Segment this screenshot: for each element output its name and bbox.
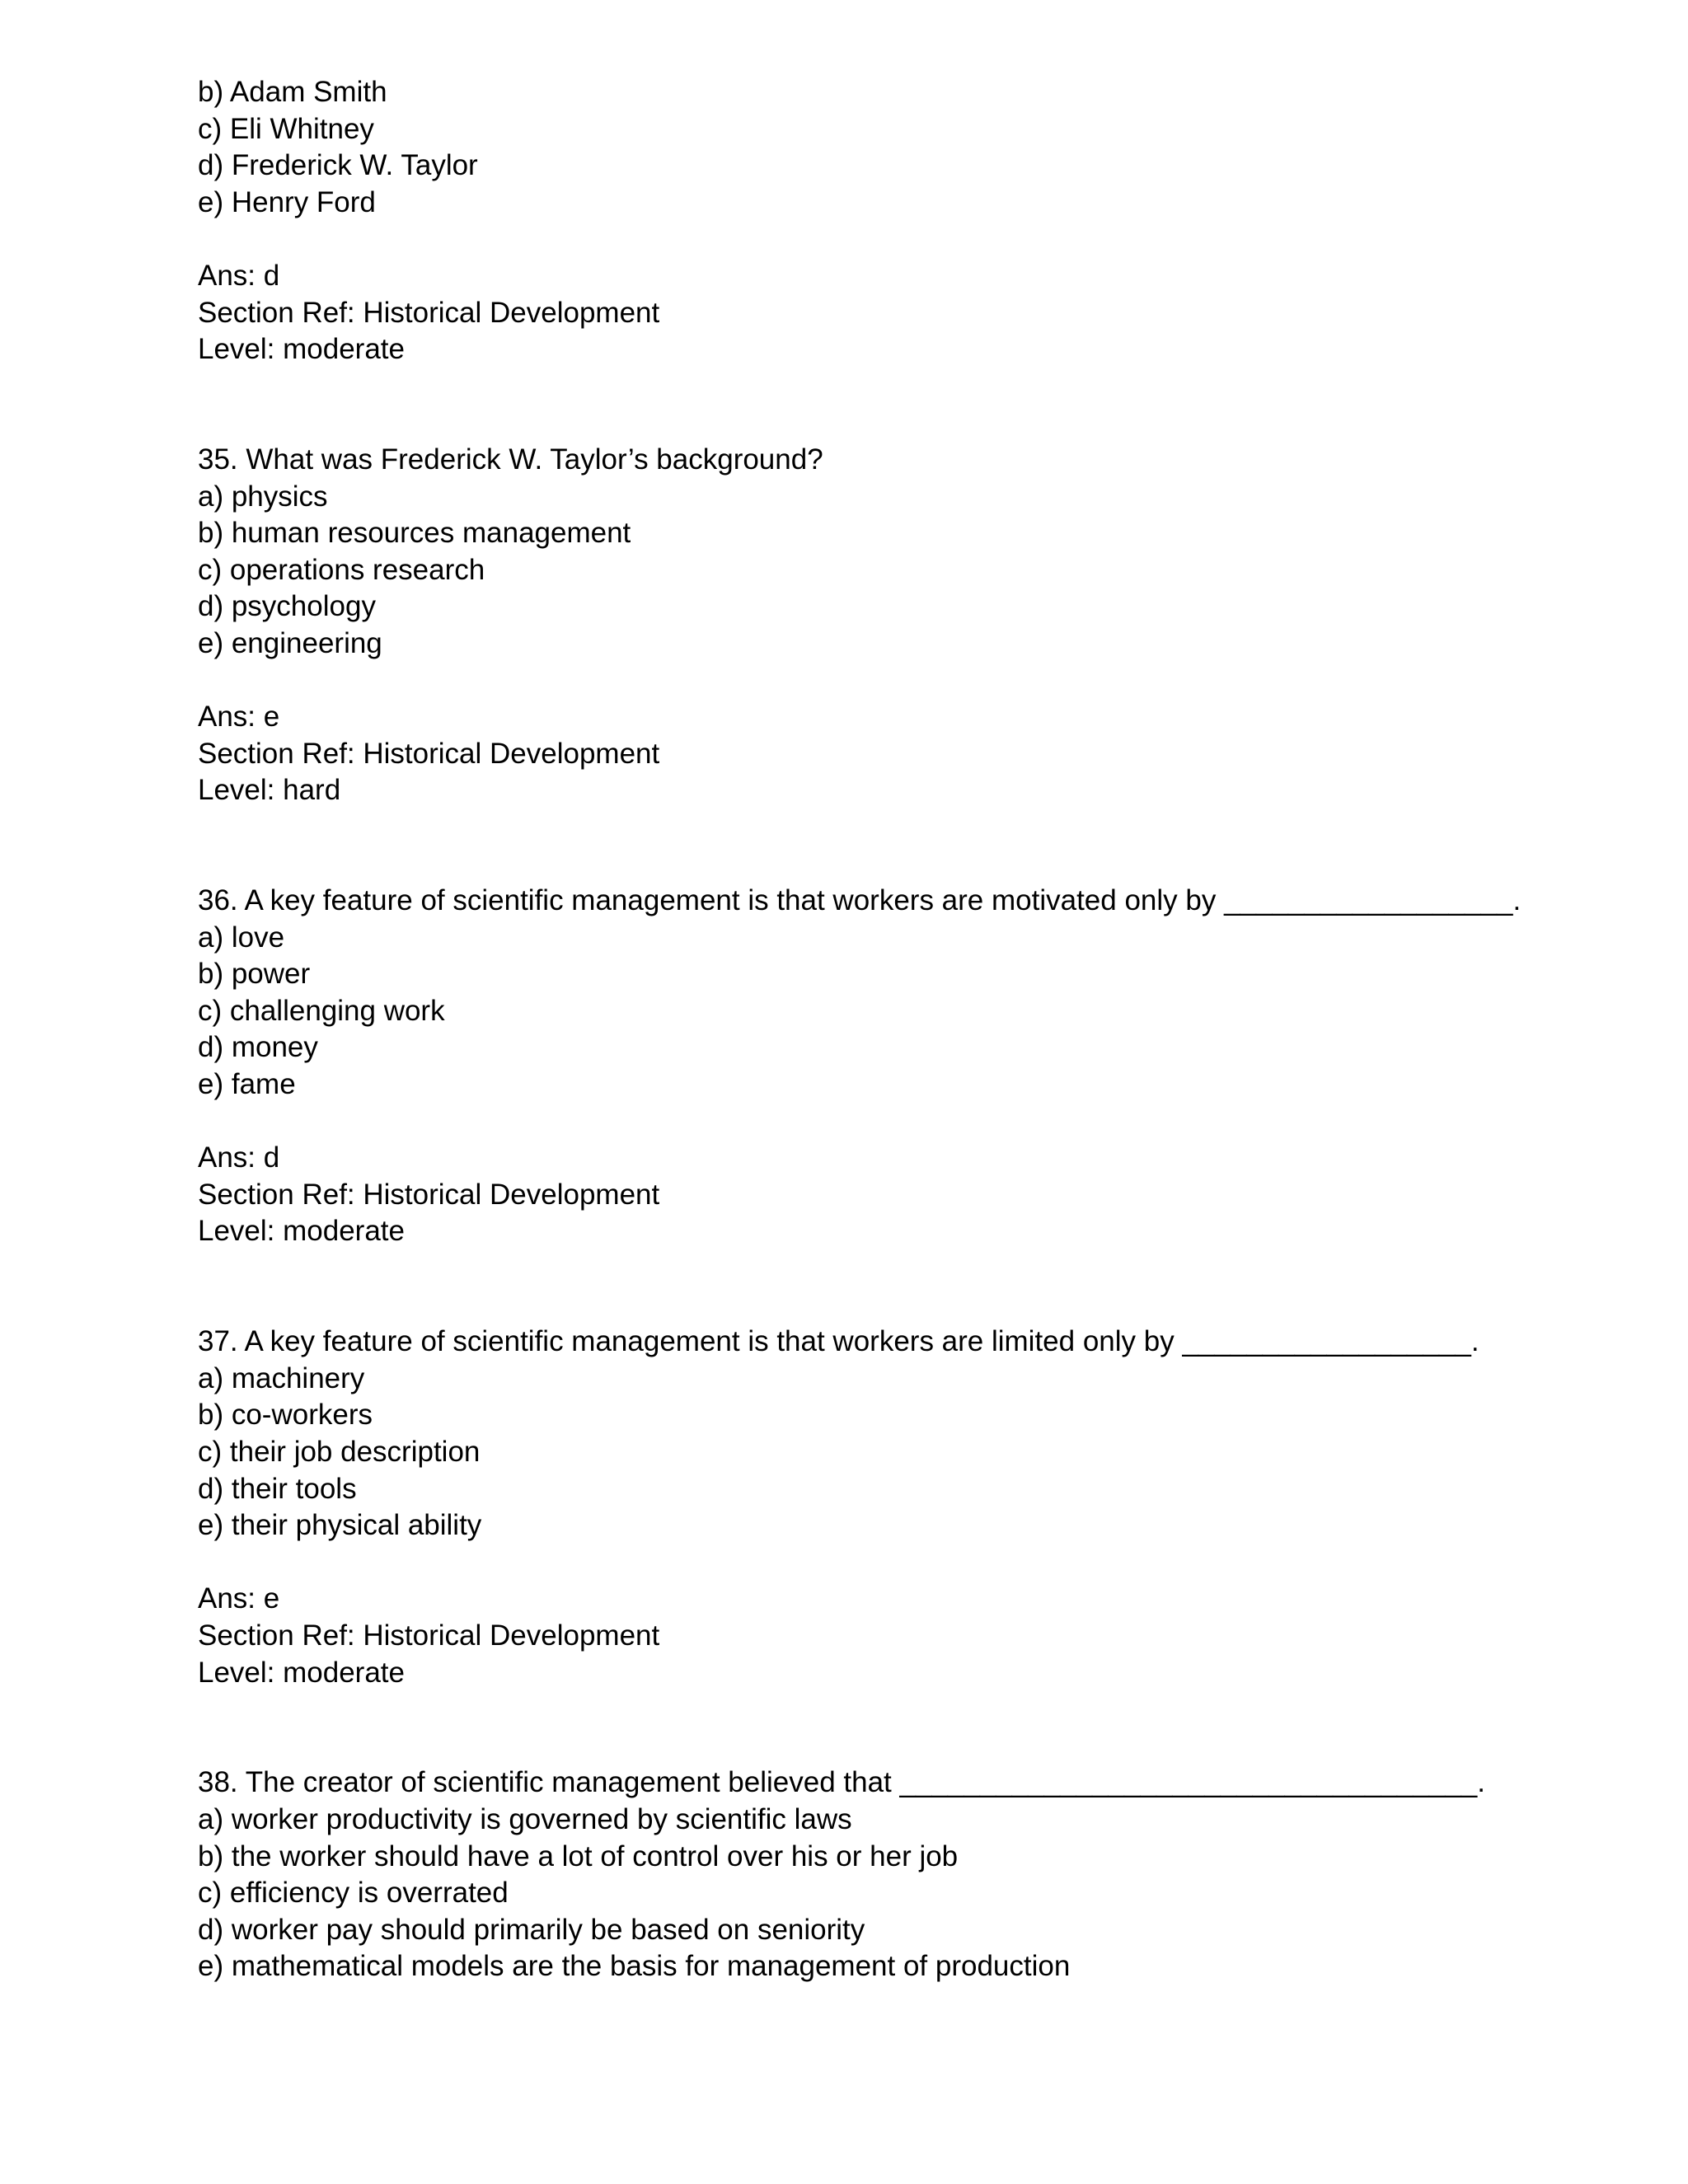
section-ref-line: Section Ref: Historical Development	[198, 737, 660, 770]
option-d: d) money	[198, 1031, 318, 1064]
option-c: c) their job description	[198, 1435, 481, 1468]
option-b: b) the worker should have a lot of control over his or her job	[198, 1840, 959, 1872]
option-e: e) their physical ability	[198, 1509, 482, 1542]
question-text: 35. What was Frederick W. Taylor’s background?	[198, 443, 823, 476]
answer-line: Ans: e	[198, 1582, 280, 1615]
level-line: Level: hard	[198, 774, 341, 807]
option-b: b) power	[198, 958, 311, 991]
section-ref-line: Section Ref: Historical Development	[198, 296, 660, 329]
question-block-37	[198, 1324, 1533, 1691]
option-b: b) Adam Smith	[198, 76, 387, 108]
question-text: 37. A key feature of scientific management is that workers are limited only by __________________.	[198, 1325, 1479, 1358]
option-a: a) machinery	[198, 1361, 365, 1394]
document-page	[198, 74, 1533, 1985]
option-e: e) engineering	[198, 626, 382, 659]
option-e: e) Henry Ford	[198, 185, 376, 218]
question-block-36	[198, 883, 1533, 1250]
option-e: e) fame	[198, 1068, 296, 1101]
option-d: d) their tools	[198, 1472, 357, 1505]
level-line: Level: moderate	[198, 333, 405, 366]
option-d: d) Frederick W. Taylor	[198, 149, 478, 182]
option-b: b) human resources management	[198, 517, 631, 550]
question-text: 38. The creator of scientific management believed that ____________________________________.	[198, 1766, 1485, 1799]
answer-line: Ans: e	[198, 701, 280, 733]
option-c: c) Eli Whitney	[198, 112, 374, 145]
question-text: 36. A key feature of scientific management is that workers are motivated only by __________________.	[198, 884, 1522, 917]
option-a: a) worker productivity is governed by scientific laws	[198, 1802, 852, 1835]
section-ref-line: Section Ref: Historical Development	[198, 1619, 660, 1652]
question-block-35	[198, 442, 1533, 809]
option-e: e) mathematical models are the basis for management of production	[198, 1950, 1071, 1983]
option-c: c) efficiency is overrated	[198, 1877, 509, 1910]
question-block-38	[198, 1765, 1533, 1985]
answer-line: Ans: d	[198, 259, 280, 292]
level-line: Level: moderate	[198, 1215, 405, 1248]
option-b: b) co-workers	[198, 1399, 373, 1432]
question-block-continuation	[198, 74, 1533, 368]
level-line: Level: moderate	[198, 1656, 405, 1689]
option-d: d) worker pay should primarily be based on seniority	[198, 1913, 865, 1946]
answer-line: Ans: d	[198, 1141, 280, 1174]
option-a: a) physics	[198, 480, 328, 513]
section-ref-line: Section Ref: Historical Development	[198, 1178, 660, 1211]
option-a: a) love	[198, 921, 285, 954]
option-d: d) psychology	[198, 590, 376, 623]
option-c: c) operations research	[198, 553, 485, 586]
option-c: c) challenging work	[198, 994, 445, 1027]
